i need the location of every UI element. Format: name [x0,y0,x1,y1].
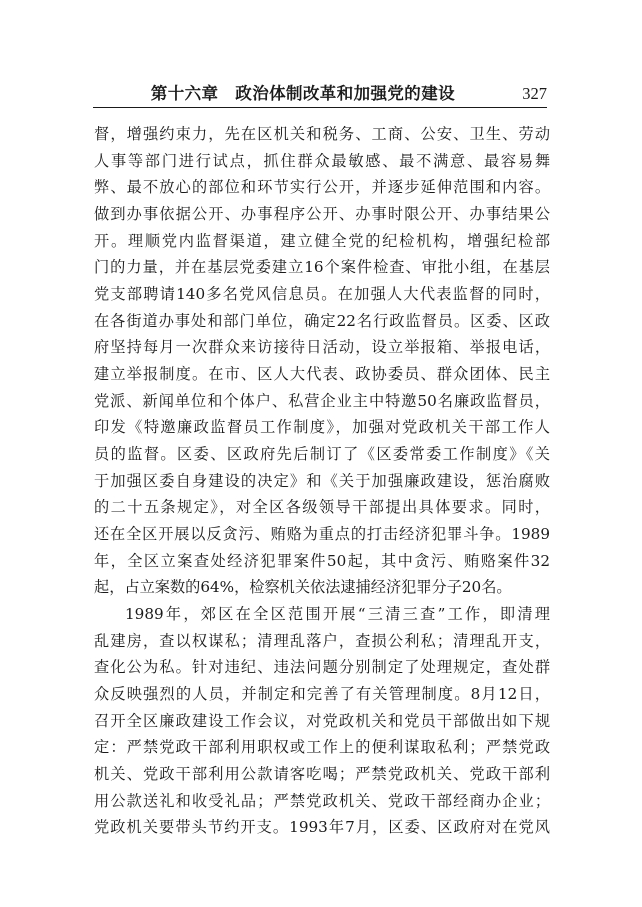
text-line: 起，占立案数的64%，检察机关依法逮捕经济犯罪分子20名。 [94,578,512,597]
text-line: 督，增强约束力，先在区机关和税务、工商、公安、卫生、劳动 [94,125,550,143]
paragraph-first-line: 1989年，郊区在全区范围开展“三清三查”工作，即清理 [125,605,550,624]
text-line: 乱建房，查以权谋私；清理乱落户，查损公利私；清理乱开支， [94,631,550,650]
text-line: 众反映强烈的人员，并制定和完善了有关管理制度。8月12日， [94,685,550,704]
text-line: 人事等部门进行试点，抓住群众最敏感、最不满意、最容易舞 [94,151,550,170]
text-line: 机关、党政干部利用公款请客吃喝；严禁党政机关、党政干部利 [94,765,550,784]
text-line: 召开全区廉政建设工作会议，对党政机关和党员干部做出如下规 [94,711,550,730]
text-line: 年，全区立案查处经济犯罪案件50起，其中贪污、贿赂案件32 [94,551,550,570]
text-line: 府坚持每月一次群众来访接待日活动，设立举报箱、举报电话， [94,338,550,357]
text-line: 员的监督。区委、区政府先后制订了《区委常委工作制度》《关 [94,445,550,464]
text-line: 印发《特邀廉政监督员工作制度》，加强对党政机关干部工作人 [94,418,550,437]
text-line: 弊、最不放心的部位和环节实行公开，并逐步延伸范围和内容。 [94,178,550,197]
text-line: 在各街道办事处和部门单位，确定22名行政监督员。区委、区政 [94,311,550,330]
body-text [94,121,550,841]
running-header [93,83,547,108]
page-number: 327 [522,84,547,103]
text-line: 开。理顺党内监督渠道，建立健全党的纪检机构，增强纪检部 [94,231,550,250]
text-line: 定：严禁党政干部利用职权或工作上的便利谋取私利；严禁党政 [94,738,550,757]
text-line: 做到办事依据公开、办事程序公开、办事时限公开、办事结果公 [94,205,550,224]
text-line: 党支部聘请140多名党风信息员。在加强人大代表监督的同时， [94,285,550,304]
chapter-title: 第十六章 政治体制改革和加强党的建设 [150,84,455,103]
text-line: 建立举报制度。在市、区人大代表、政协委员、群众团体、民主 [94,365,550,384]
text-line: 还在全区开展以反贪污、贿赂为重点的打击经济犯罪斗争。1989 [94,525,550,544]
text-line: 的二十五条规定》，对全区各级领导干部提出具体要求。同时， [94,498,550,517]
text-line: 党政机关要带头节约开支。1993年7月，区委、区政府对在党风 [94,818,550,837]
text-line: 门的力量，并在基层党委建立16个案件检查、审批小组，在基层 [94,258,550,277]
text-line: 于加强区委自身建设的决定》和《关于加强廉政建设，惩治腐败 [94,471,550,490]
text-line: 查化公为私。针对违纪、违法问题分别制定了处理规定，查处群 [94,658,550,677]
text-line: 党派、新闻单位和个体户、私营企业主中特邀50名廉政监督员， [94,391,550,410]
text-line: 用公款送礼和收受礼品；严禁党政机关、党政干部经商办企业； [94,791,550,810]
